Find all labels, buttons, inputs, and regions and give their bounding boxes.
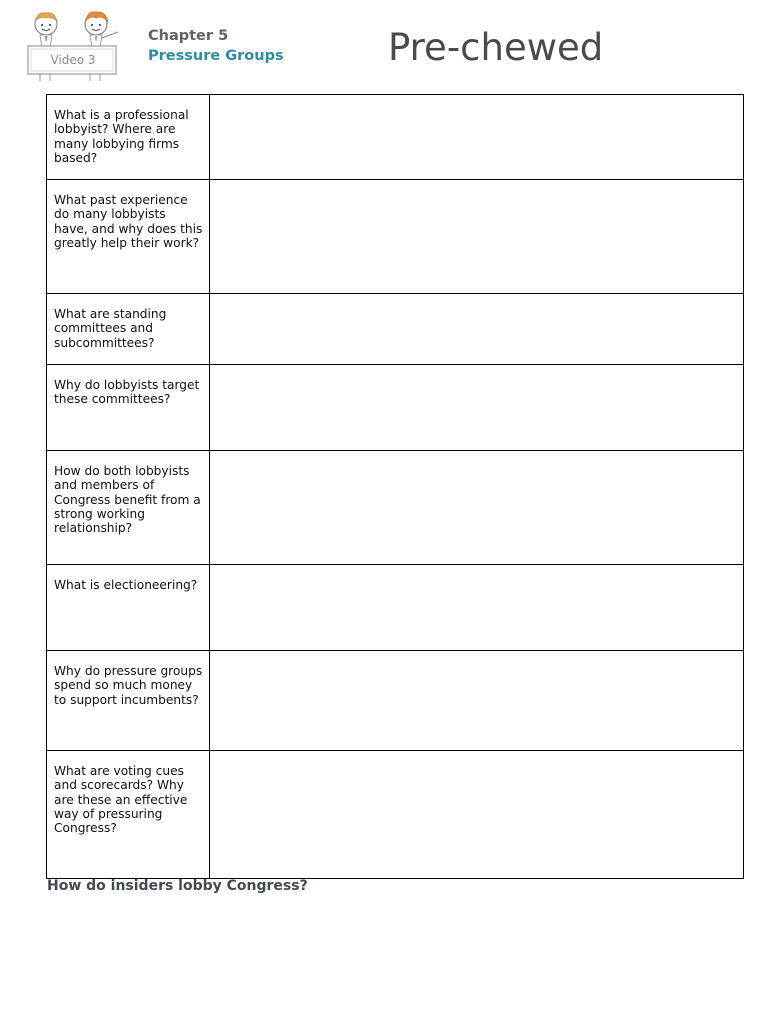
answer-cell[interactable] (210, 294, 744, 365)
answer-cell[interactable] (210, 565, 744, 651)
question-cell (47, 294, 210, 365)
answer-cell[interactable] (210, 751, 744, 879)
question-table (46, 94, 744, 879)
question-text: What are standing committees and subcommittees? (54, 307, 167, 350)
question-text: What is electioneering? (54, 578, 198, 592)
logo-caption: Video 3 (50, 53, 96, 67)
answer-cell[interactable] (210, 95, 744, 180)
answer-cell[interactable] (210, 180, 744, 294)
answer-cell[interactable] (210, 451, 744, 565)
answer-cell[interactable] (210, 365, 744, 451)
question-text: What past experience do many lobbyists have, and why does this greatly help their work? (54, 193, 203, 250)
table-row (47, 451, 744, 565)
question-cell (47, 651, 210, 751)
table-row (47, 365, 744, 451)
question-text: Why do pressure groups spend so much money to support incumbents? (54, 664, 203, 707)
question-text: How do both lobbyists and members of Congress benefit from a strong working relationship? (54, 464, 201, 536)
summary-heading: How do insiders lobby Congress? (47, 878, 308, 894)
table-row (47, 294, 744, 365)
question-text: What is a professional lobbyist? Where are many lobbying firms based? (54, 108, 189, 165)
brand-title: Pre-chewed (388, 26, 604, 69)
answer-cell[interactable] (210, 651, 744, 751)
table-row (47, 95, 744, 180)
question-cell (47, 451, 210, 565)
table-row (47, 651, 744, 751)
question-cell (47, 751, 210, 879)
question-text: What are voting cues and scorecards? Why are these an effective way of pressuring Congress? (54, 764, 188, 836)
chapter-label: Chapter 5 (148, 28, 229, 44)
question-cell (47, 180, 210, 294)
question-text: Why do lobbyists target these committees? (54, 378, 200, 407)
table-row (47, 180, 744, 294)
table-row (47, 751, 744, 879)
table-row (47, 565, 744, 651)
question-cell (47, 565, 210, 651)
question-cell (47, 365, 210, 451)
question-cell (47, 95, 210, 180)
topic-title: Pressure Groups (148, 48, 284, 64)
